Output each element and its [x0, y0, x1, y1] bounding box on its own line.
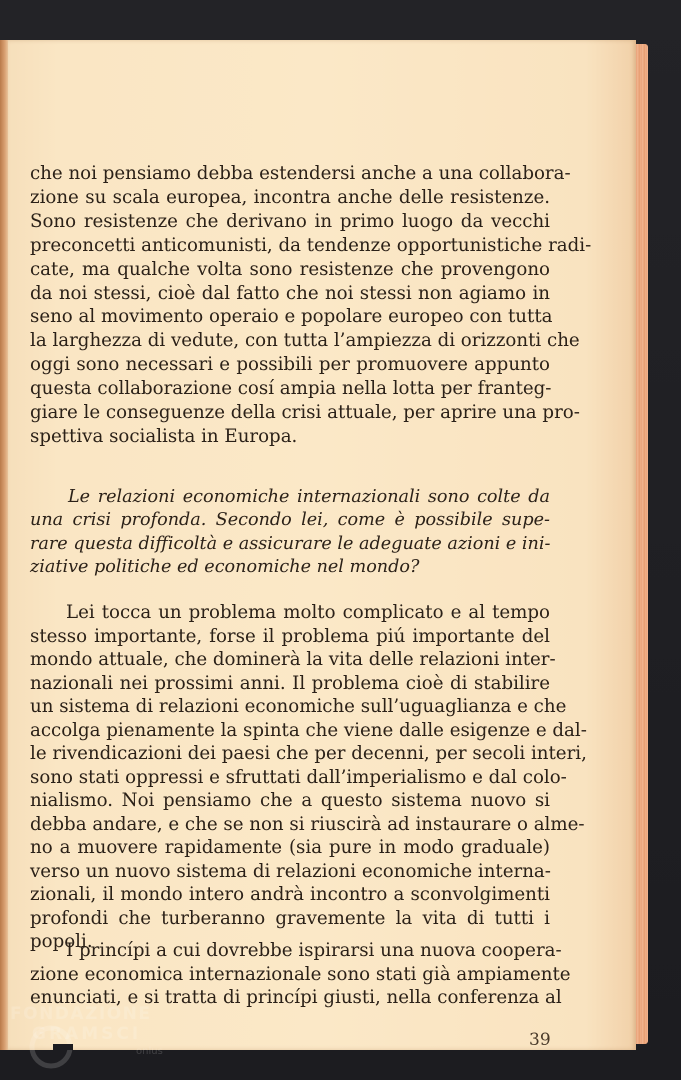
text-line: I princípi a cui dovrebbe ispirarsi una nuova coopera-: [66, 940, 562, 961]
text-line: nazionali nei prossimi anni. Il problema cioè di stabilire: [30, 672, 550, 694]
text-line: stesso importante, forse il problema piú importante del: [30, 625, 550, 647]
text-line: Sono resistenze che derivano in primo luogo da vecchi: [30, 210, 550, 232]
text-line: no a muovere rapidamente (sia pure in modo graduale): [30, 837, 550, 858]
text-line: enunciati, e si tratta di princípi giusti, nella conferenza al: [30, 987, 562, 1008]
question-line: una crisi profonda. Secondo lei, come è possibile supe-: [30, 510, 550, 531]
book-page: [8, 40, 636, 1050]
text-line: preconcetti anticomunisti, da tendenze opportunistiche radi-: [30, 234, 592, 256]
text-line: profondi che turberanno gravemente la vita di tutti i: [30, 907, 550, 929]
book-spine-edge: [0, 40, 8, 1050]
text-line: che noi pensiamo debba estendersi anche a una collabora-: [30, 163, 571, 184]
question-line: Le relazioni economiche internazionali sono colte da: [68, 487, 550, 507]
page-number: 39: [529, 1030, 551, 1050]
text-line: oggi sono necessari e possibili per promuovere appunto: [30, 354, 550, 376]
text-line: zione economica internazionale sono stati già ampiamente: [30, 963, 571, 985]
text-line: verso un nuovo sistema di relazioni economiche interna-: [30, 860, 551, 882]
text-line: debba andare, e che se non si riuscirà ad instaurare o alme-: [30, 813, 585, 835]
text-line: popoli.: [30, 931, 93, 952]
interview-question: [30, 486, 550, 579]
text-line: le rivendicazioni dei paesi che per decenni, per secoli interi,: [30, 743, 587, 764]
watermark-line: onlus: [136, 1046, 163, 1057]
text-line: zionali, il mondo intero andrà incontro a sconvolgimenti: [30, 884, 550, 905]
text-line: Lei tocca un problema molto complicato e al tempo: [66, 602, 550, 623]
answer-paragraph: [30, 939, 571, 1010]
text-line: la larghezza di vedute, con tutta l’ampiezza di orizzonti che: [30, 330, 580, 352]
text-line: cate, ma qualche volta sono resistenze che provengono: [30, 258, 550, 280]
text-line: zione su scala europea, incontra anche delle resistenze.: [30, 186, 550, 208]
text-line: giare le conseguenze della crisi attuale, per aprire una pro-: [30, 402, 580, 424]
question-line: ziative politiche ed economiche nel mondo?: [30, 556, 420, 577]
text-line: mondo attuale, che dominerà la vita delle relazioni inter-: [30, 649, 556, 670]
answer-paragraph: [30, 601, 587, 954]
paragraph-continuation: [30, 162, 592, 449]
question-line: rare questa difficoltà e assicurare le adeguate azioni e ini-: [30, 533, 551, 554]
text-line: sono stati oppressi e sfruttati dall’imperialismo e dal colo-: [30, 766, 567, 788]
text-line: seno al movimento operaio e popolare europeo con tutta: [30, 306, 553, 328]
text-line: nialismo. Noi pensiamo che a questo sistema nuovo si: [30, 790, 550, 811]
text-line: spettiva socialista in Europa.: [30, 425, 298, 447]
text-line: accolga pienamente la spinta che viene dalle esigenze e dal-: [30, 719, 587, 741]
text-line: questa collaborazione cosí ampia nella lotta per franteg-: [30, 378, 552, 400]
text-line: da noi stessi, cioè dal fatto che noi stessi non agiamo in: [30, 282, 550, 304]
page-stack-edge: [636, 44, 648, 1044]
text-line: un sistema di relazioni economiche sull’uguaglianza e che: [30, 696, 567, 717]
